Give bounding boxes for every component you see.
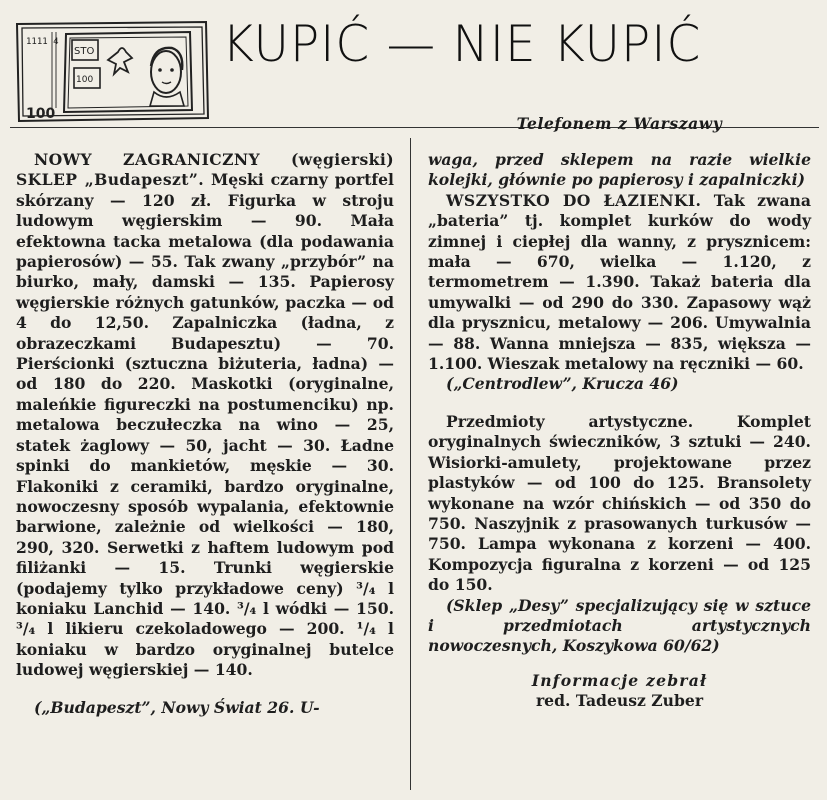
page-title: KUPIĆ — NIE KUPIĆ — [222, 15, 702, 73]
art-lead: Przedmioty artystyczne. — [446, 411, 694, 431]
subhead: Telefonem z Warszawy — [516, 114, 723, 133]
logo-label-100: 100 — [26, 106, 56, 122]
left-column — [16, 150, 394, 718]
budapeszt-source: („Budapeszt”, Nowy Świat 26. U- — [34, 697, 320, 717]
art-article — [428, 412, 811, 596]
logo-label-serial: 1111 4 — [26, 37, 59, 47]
art-source: (Sklep „Desy” specjalizujący się w sztuce i przedmiotach artystycznych nowoczesnych, Koszykowa 60/62) — [428, 595, 811, 656]
budapeszt-lead: NOWY ZAGRANICZNY (węgierski) SKLEP „Budapeszt”. — [16, 150, 394, 190]
masthead-logo-illustration — [14, 18, 212, 126]
bath-lead: WSZYSTKO DO ŁAZIENKI. — [446, 190, 702, 210]
logo-label-small-100: 100 — [76, 75, 94, 85]
art-body: Komplet oryginalnych świeczników, 3 sztuki — 240. Wisiorki-amulety, projektowane przez plastyków — od 100 do 125. Bransolety wykonane na wzór chińskich — od 350 do 750. Naszyjnik z prasowanych turkusów — 750. Lampa wykonana z korzeni — 400. Kompozycja figuralna z korzeni — od 125 do 150. — [428, 411, 811, 595]
byline-author: red. Tadeusz Zuber — [535, 691, 704, 711]
right-column — [428, 150, 811, 712]
budapeszt-body: Męski czarny portfel skórzany — 120 zł. Figurka w stroju ludowym węgierskim — 90. Mała efektowna tacka metalowa (dla podawania papierosów) — 55. Tak zwany „przybór” na biurko, mały, damski — 135. Papierosy węgierskie różnych gatunków, paczka — od 4 do 12,50. Zapalniczka (ładna, z obrazeczkami Budapesztu) — 70. Pierścionki (sztuczna biżuteria, ładna) — od 180 do 220. Maskotki (oryginalne, maleńkie figureczki na postumenciku) np. metalowa beczułeczka na wino — 25, statek żaglowy — 50, jacht — 30. Ładne spinki do mankietów, męskie — 30. Flakoniki z ceramiki, bardzo oryginalne, nowoczesny sposób wypalania, efektownie barwione, zależnie od wielkości — 180, 290, 320. Serwetki z haftem ludowym pod filiżanki — 15. Trunki węgierskie (podajemy tylko przykładowe ceny) ³/₄ l koniaku Lanchid — 140. ³/₄ l wódki — 150. ³/₄ l likieru czekoladowego — 200. ¹/₄ l koniaku w bardzo oryginalnej butelce ludowej węgierskiej — 140. — [16, 170, 394, 680]
byline — [428, 671, 811, 712]
bath-article — [428, 191, 811, 375]
byline-credit: Informacje zebrał — [531, 670, 708, 690]
logo-label-sto: STO — [74, 46, 95, 57]
bath-source: („Centrodlew”, Krucza 46) — [446, 374, 679, 394]
budapeszt-article — [16, 150, 394, 681]
budapeszt-continuation: waga, przed sklepem na razie wielkie kolejki, głównie po papierosy i zapalniczki) — [428, 150, 811, 190]
spacer — [16, 681, 394, 698]
bath-body: Tak zwana „bateria” tj. komplet kurków do wody zimnej i ciepłej dla wanny, z prysznicem: mała — 670, wielka — 1.120, z termometrem — 1.390. Takaż bateria dla umywalki — od 290 do 330. Zapasowy wąż dla prysznicu, metalowy — 206. Umywalnia — 88. Wanna mniejsza — 835, większa — 1.100. Wieszak metalowy na ręczniki — 60. — [428, 190, 811, 374]
column-divider — [410, 138, 411, 790]
spacer — [428, 395, 811, 412]
